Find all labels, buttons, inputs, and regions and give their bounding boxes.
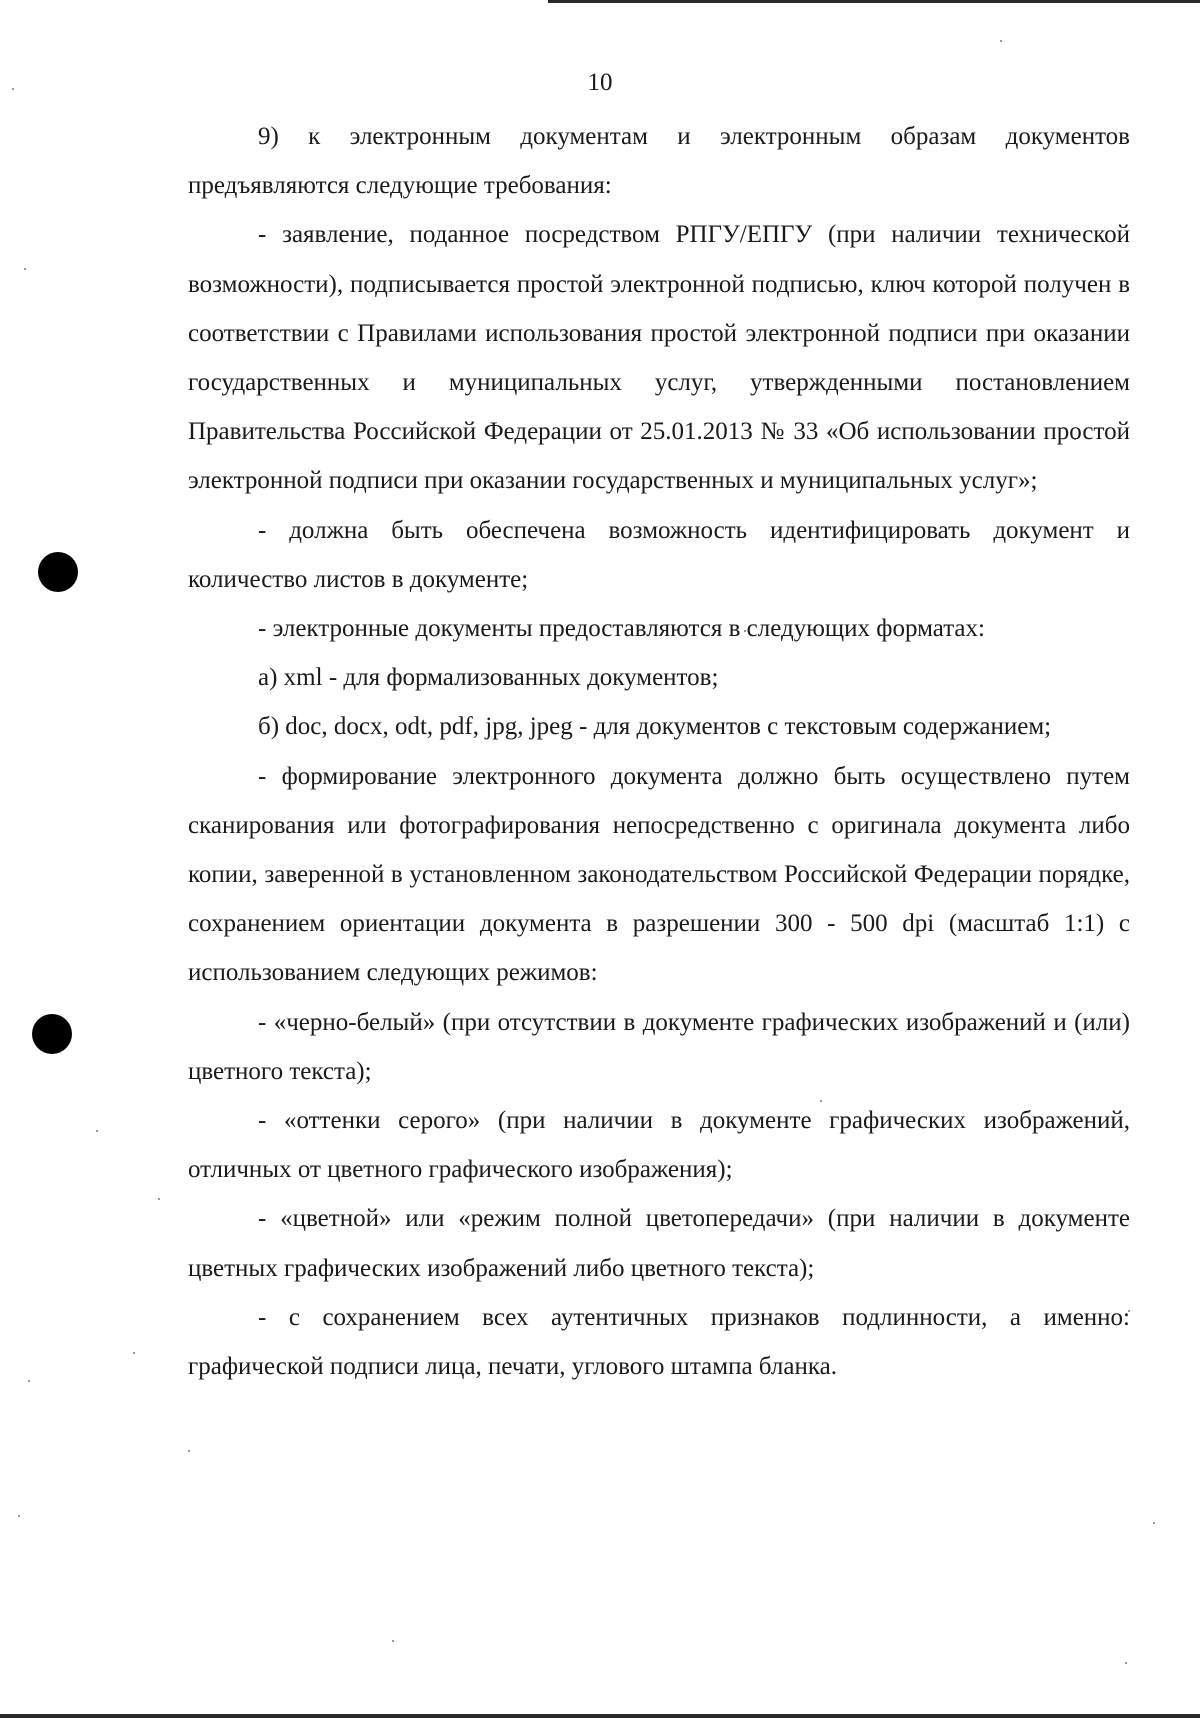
paragraph-scanning: - формирование электронного документа должно быть осуществлено путем сканирования или фотографирования непосредственно с оригинала документа либо копии, заверенной в установленном законодательством Российской Федерации порядке, сохранением ориентации документа в разрешении 300 - 500 dpi (масштаб 1:1) с использованием следующих режимов:: [188, 762, 1130, 987]
scan-top-edge-line: [548, 0, 1200, 3]
paragraph-identification: - должна быть обеспечена возможность идентифицировать документ и количество листов в документе;: [188, 516, 1130, 593]
paragraph-item-9: 9) к электронным документам и электронным образам документов предъявляются следующие требования:: [188, 123, 1130, 200]
paragraph-mode-color: - «цветной» или «режим полной цветопередачи» (при наличии в документе цветных графических изображений либо цветного текста);: [188, 1205, 1130, 1282]
paragraph-format-text: б) doc, docx, odt, pdf, jpg, jpeg - для документов с текстовым содержанием;: [258, 713, 1052, 741]
paragraph-format-xml: а) xml - для формализованных документов;: [258, 664, 719, 692]
paragraph-formats-intro: - электронные документы предоставляются в следующих форматах:: [258, 615, 985, 643]
document-body: [188, 112, 1130, 1391]
paragraph-mode-grayscale: - «оттенки серого» (при наличии в документе графических изображений, отличных от цветного графического изображения);: [188, 1107, 1130, 1184]
scan-bottom-edge-line: [0, 1714, 1200, 1718]
page-number: 10: [587, 69, 613, 96]
paragraph-authenticity: - с сохранением всех аутентичных признаков подлинности, а именно: графической подписи лица, печати, углового штампа бланка.: [188, 1303, 1130, 1381]
paragraph-electronic-signature: - заявление, поданное посредством РПГУ/ЕПГУ (при наличии технической возможности), подписывается простой электронной подписью, ключ которой получен в соответствии с Правилами использования простой электронной подписи при оказании государственных и муниципальных услуг, утвержденными постановлением Правительства Российской Федерации от 25.01.2013 № 33 «Об использовании простой электронной подписи при оказании государственных и муниципальных услуг»;: [188, 221, 1130, 495]
punch-hole-mark: [38, 552, 78, 592]
punch-hole-mark: [32, 1014, 72, 1054]
paragraph-mode-black-white: - «черно-белый» (при отсутствии в документе графических изображений и (или) цветного текста);: [188, 1008, 1130, 1085]
